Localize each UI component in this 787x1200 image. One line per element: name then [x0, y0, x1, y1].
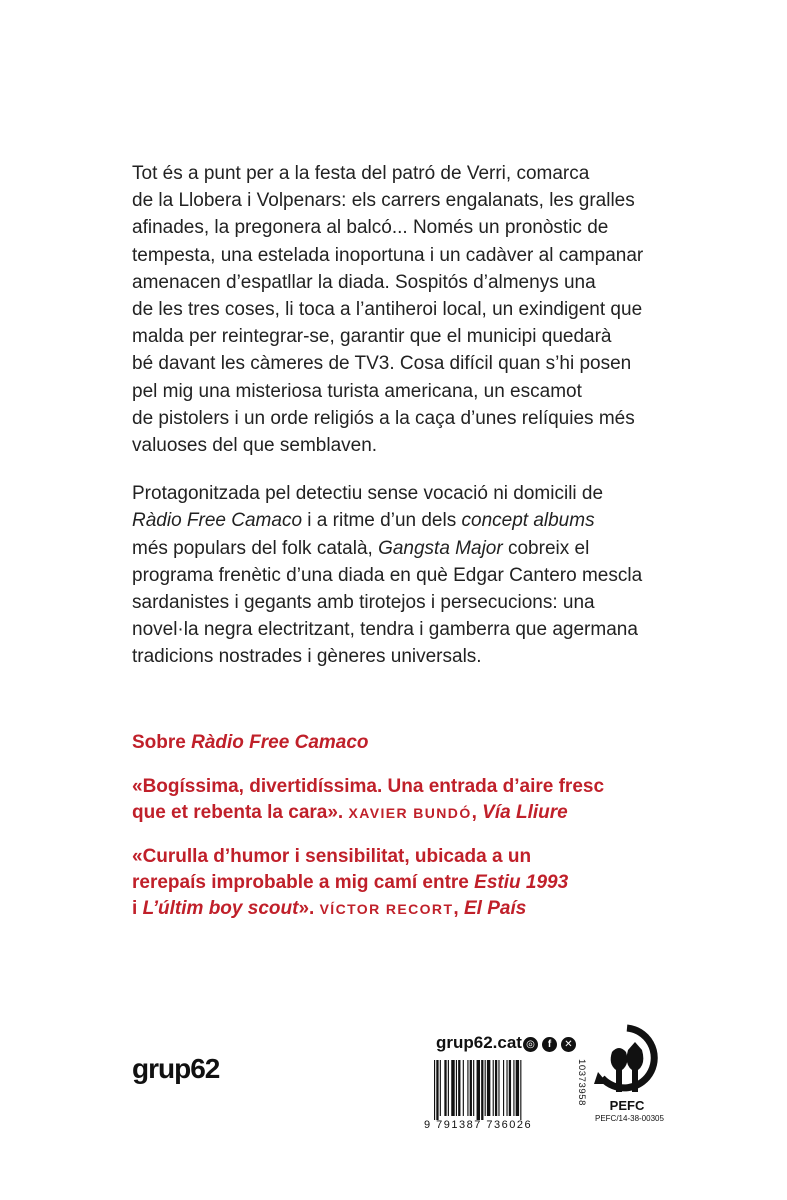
- text-fragment: més populars del folk català,: [132, 537, 379, 559]
- book-title: Estiu 1993: [474, 872, 569, 893]
- text-fragment: rerepaís improbable a mig camí entre: [132, 872, 475, 893]
- text-line: de les tres coses, li toca a l’antiheroi local, un exindigent que: [132, 299, 643, 321]
- instagram-icon: ◎: [523, 1037, 538, 1052]
- barcode-bar: [467, 1060, 468, 1116]
- isbn-barcode: [424, 1060, 576, 1130]
- text-line: de la Llobera i Volpenars: els carrers engalanats, les gralles: [132, 190, 635, 212]
- barcode-bar: [434, 1060, 435, 1120]
- synopsis: [132, 160, 672, 671]
- text-fragment: i a ritme d’un dels: [302, 510, 462, 532]
- book-title: Ràdio Free Camaco: [132, 510, 303, 532]
- isbn-digits: 9 791387 736026: [424, 1119, 533, 1130]
- internal-code: [576, 1059, 588, 1119]
- social-icons: [523, 1037, 576, 1052]
- barcode-bar: [498, 1060, 499, 1116]
- text-line: sardanistes i gegants amb tirotejos i persecucions: una: [132, 592, 595, 614]
- barcode-bar: [481, 1060, 483, 1120]
- internal-code-text: 10373958: [576, 1059, 587, 1107]
- publisher-website: grup62.cat: [436, 1033, 522, 1052]
- publisher-logo: grup62: [132, 1053, 220, 1084]
- text-line: programa frenètic d’una diada en què Edgar Cantero mescla: [132, 564, 643, 586]
- text-line: Protagonitzada pel detectiu sense vocació ni domicili de: [132, 483, 604, 505]
- synopsis-paragraph-2: [132, 480, 672, 670]
- barcode-bar: [444, 1060, 446, 1116]
- quote-line: «Bogíssima, divertidíssima. Una entrada d’aire fresc: [132, 776, 605, 797]
- text-line: afinades, la pregonera al balcó... Només un pronòstic de: [132, 217, 609, 239]
- barcode-bar: [516, 1060, 519, 1116]
- barcode-bar: [493, 1060, 494, 1116]
- barcode-bar: [440, 1060, 441, 1116]
- text-line: tradicions nostrades i gèneres universals.: [132, 646, 482, 668]
- text-fragment: cobreix el: [502, 537, 590, 559]
- text-fragment: ».: [298, 898, 320, 919]
- barcode-bar: [451, 1060, 454, 1116]
- x-icon: ✕: [561, 1037, 576, 1052]
- press-reviews: [132, 730, 692, 940]
- text-line: [132, 535, 672, 562]
- text-line: de pistolers i un orde religiós a la caça d’unes relíquies més: [132, 407, 635, 429]
- text-line: valuoses del que semblaven.: [132, 435, 378, 457]
- barcode-bar: [509, 1060, 511, 1116]
- pefc-code: PEFC/14-38-00305: [595, 1114, 664, 1123]
- barcode-bar: [487, 1060, 490, 1116]
- barcode-bar: [473, 1060, 474, 1116]
- text-line: novel·la negra electritzant, tendra i gamberra que agermana: [132, 619, 638, 641]
- barcode-bar: [463, 1060, 464, 1116]
- pefc-label: PEFC: [609, 1098, 645, 1113]
- text-line: pel mig una misteriosa turista americana, un escamot: [132, 380, 582, 402]
- italic-term: concept albums: [461, 510, 595, 532]
- barcode-bar: [495, 1060, 497, 1116]
- synopsis-paragraph-1: [132, 160, 672, 459]
- barcode-bar: [436, 1060, 438, 1120]
- barcode-bar: [520, 1060, 521, 1120]
- facebook-icon: f: [542, 1037, 557, 1052]
- review-author: VÍCTOR RECORT: [319, 901, 454, 917]
- review-source: Vía Lliure: [482, 802, 568, 823]
- reviews-heading: [132, 730, 692, 756]
- barcode-bars: [434, 1060, 521, 1120]
- text-fragment: ,: [471, 802, 483, 823]
- text-line: bé davant les càmeres de TV3. Cosa difícil quan s’hi posen: [132, 353, 632, 375]
- text-fragment: i: [132, 898, 143, 919]
- review-source: El País: [463, 898, 527, 919]
- text-line: malda per reintegrar-se, garantir que el municipi quedarà: [132, 326, 612, 348]
- text-line: tempesta, una estelada inoportuna i un cadàver al campanar: [132, 244, 644, 266]
- review-quote-1: [132, 774, 692, 826]
- quote-line: [132, 870, 692, 896]
- barcode-bar: [503, 1060, 504, 1116]
- barcode-bar: [448, 1060, 449, 1116]
- quote-line: [132, 800, 692, 826]
- text-fragment: que et rebenta la cara».: [132, 802, 349, 823]
- barcode-bar: [456, 1060, 457, 1116]
- quote-line: «Curulla d’humor i sensibilitat, ubicada a un: [132, 846, 532, 867]
- text-line: Tot és a punt per a la festa del patró de Verri, comarca: [132, 163, 590, 184]
- barcode-bar: [513, 1060, 514, 1116]
- review-author: XAVIER BUNDÓ: [348, 805, 472, 821]
- barcode-bar: [470, 1060, 472, 1116]
- text-fragment: ,: [453, 898, 464, 919]
- book-title: Gangsta Major: [378, 537, 503, 559]
- text-line: amenacen d’espatllar la diada. Sospitós d’almenys una: [132, 271, 596, 293]
- text-line: [132, 507, 672, 534]
- barcode-bar: [485, 1060, 486, 1116]
- quote-line: [132, 896, 692, 922]
- barcode-bar: [506, 1060, 507, 1116]
- text-fragment: Sobre: [132, 732, 192, 753]
- book-title: Ràdio Free Camaco: [191, 732, 369, 753]
- barcode-bar: [477, 1060, 480, 1120]
- review-quote-2: [132, 844, 692, 922]
- book-title: L’últim boy scout: [142, 898, 299, 919]
- barcode-bar: [458, 1060, 460, 1116]
